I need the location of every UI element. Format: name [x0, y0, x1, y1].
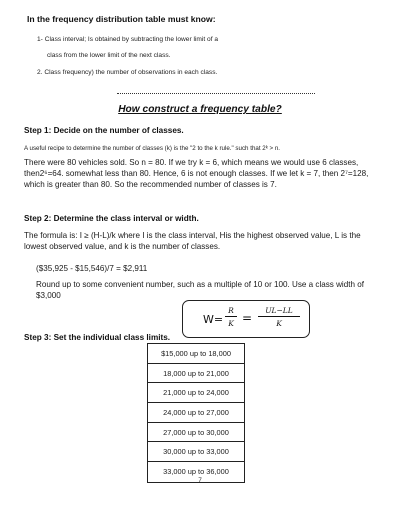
table-row: 33,000 up to 36,000 [163, 467, 229, 477]
step-2-calculation: ($35,925 - $15,546)/7 = $2,911 [36, 264, 148, 273]
step-2-formula-text: The formula is: I ≥ (H-L)/k where I is the class interval, His the highest observed value, L is the lowest observed value, and k is the number of classes. [24, 231, 361, 251]
step-2-rounding: Round up to some convenient number, such as a multiple of 10 or 100. Use a class width of $3,000 [36, 280, 364, 300]
table-row: 18,000 up to 21,000 [148, 364, 244, 384]
fraction-1-denominator: K [228, 319, 234, 328]
step-3-heading: Step 3: Set the individual class limits. [24, 333, 171, 342]
table-row: 21,000 up to 24,000 [148, 383, 244, 403]
step-2-heading: Step 2: Determine the class interval or width. [24, 214, 199, 223]
section-title-text: How construct a frequency table? [118, 104, 282, 115]
intro-item-2: 2. Class frequency) the number of observations in each class. [37, 69, 218, 76]
table-row: 30,000 up to 33,000 [148, 442, 244, 462]
intro-heading: In the frequency distribution table must know: [27, 14, 216, 24]
formula-fraction-2 [258, 306, 300, 328]
section-title [0, 104, 400, 115]
class-limits-table [147, 343, 245, 483]
intro-item-1-continued: class from the lower limit of the next class. [47, 52, 171, 59]
table-row: $15,000 up to 18,000 [148, 344, 244, 364]
dotted-divider [117, 93, 315, 94]
fraction-2-denominator: K [276, 319, 282, 328]
step-1-heading: Step 1: Decide on the number of classes. [24, 126, 184, 135]
fraction-2-numerator: UL−LL [258, 306, 300, 317]
fraction-1-numerator: R [225, 306, 237, 317]
formula-fraction-1 [225, 306, 237, 328]
width-formula-box [182, 300, 310, 338]
intro-item-1: 1- Class interval; Is obtained by subtracting the lower limit of a [37, 36, 219, 43]
table-row: 24,000 up to 27,000 [148, 403, 244, 423]
table-row: 27,000 up to 30,000 [148, 423, 244, 443]
page-number: 7 [198, 477, 202, 484]
formula-lhs: W= [203, 313, 224, 326]
step-1-note: A useful recipe to determine the number of classes (k) is the "2 to the k rule." such that 2ᵏ > n. [24, 145, 281, 152]
formula-equals: = [242, 311, 253, 325]
step-1-paragraph: There were 80 vehicles sold. So n = 80. If we try k = 6, which means we would use 6 classes, then2⁶=64. somewhat less than 80. Hence, 6 is not enough classes. If we let k = 7, then 2⁷=128, which is greater than 80. So the recommended number of classes is 7. [24, 158, 369, 189]
